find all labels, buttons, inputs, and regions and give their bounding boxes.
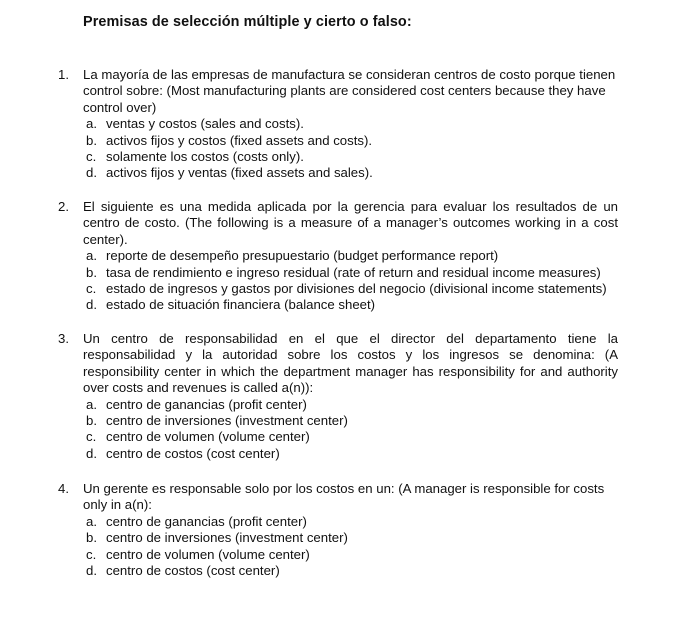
option-text: estado de situación financiera (balance sheet) <box>106 297 376 313</box>
option-letter: c. <box>86 281 97 297</box>
option-b <box>86 413 618 429</box>
option-letter: c. <box>86 429 97 445</box>
question-text: Un gerente es responsable solo por los costos en un: (A manager is responsible for costs only in a(n): <box>83 481 605 513</box>
option-letter: b. <box>86 264 97 280</box>
option-text: centro de volumen (volume center) <box>106 429 310 445</box>
question-number: 1. <box>58 67 69 82</box>
option-text: activos fijos y ventas (fixed assets and sales). <box>106 165 373 181</box>
options-list <box>58 397 618 463</box>
option-text: centro de ganancias (profit center) <box>106 513 307 529</box>
option-d <box>86 297 618 313</box>
option-text: ventas y costos (sales and costs). <box>106 116 304 132</box>
option-a <box>86 397 618 413</box>
option-letter: a. <box>86 513 97 529</box>
option-text: tasa de rendimiento e ingreso residual (rate of return and residual income measures) <box>106 264 601 280</box>
option-text: reporte de desempeño presupuestario (budget performance report) <box>106 248 499 264</box>
option-b <box>86 530 618 546</box>
option-a <box>86 514 618 530</box>
option-c <box>86 429 618 445</box>
option-b <box>86 133 618 149</box>
option-a <box>86 116 618 132</box>
option-letter: d. <box>86 165 97 181</box>
option-text: centro de volumen (volume center) <box>106 546 310 562</box>
question-text: Un centro de responsabilidad en el que el director del departamento tiene la responsabilidad y la autoridad sobre los costos y los ingresos se denomina: (A responsibility center in which the department manager has responsibility for and authority over costs and revenues is called a(n)): <box>83 331 618 396</box>
option-text: centro de inversiones (investment center) <box>106 413 348 429</box>
option-d <box>86 165 618 181</box>
option-c <box>86 281 618 297</box>
option-letter: c. <box>86 546 97 562</box>
option-text: centro de costos (cost center) <box>106 445 280 461</box>
question-4 <box>58 481 618 579</box>
question-1 <box>58 67 618 182</box>
option-text: centro de inversiones (investment center) <box>106 530 348 546</box>
options-list <box>58 514 618 580</box>
question-3 <box>58 331 618 462</box>
option-c <box>86 149 618 165</box>
option-text: activos fijos y costos (fixed assets and costs). <box>106 132 373 148</box>
option-letter: a. <box>86 396 97 412</box>
question-text: La mayoría de las empresas de manufactura se consideran centros de costo porque tienen control sobre: (Most manufacturing plants are considered cost centers because they have control over) <box>83 67 616 115</box>
option-c <box>86 547 618 563</box>
question-text: El siguiente es una medida aplicada por la gerencia para evaluar los resultados de un centro de costo. (The following is a measure of a manager’s outcomes working in a cost center). <box>83 199 618 247</box>
option-text: centro de ganancias (profit center) <box>106 396 307 412</box>
question-number: 2. <box>58 199 69 214</box>
option-letter: a. <box>86 116 97 132</box>
option-a <box>86 248 618 264</box>
option-letter: b. <box>86 413 97 429</box>
page-title: Premisas de selección múltiple y cierto o falso: <box>83 14 412 30</box>
option-text: solamente los costos (costs only). <box>106 149 304 165</box>
option-d <box>86 563 618 579</box>
option-letter: b. <box>86 132 97 148</box>
option-letter: b. <box>86 530 97 546</box>
option-letter: c. <box>86 149 97 165</box>
question-number: 4. <box>58 481 69 496</box>
option-text: centro de costos (cost center) <box>106 563 280 579</box>
option-letter: d. <box>86 563 97 579</box>
options-list <box>58 248 618 314</box>
option-text: estado de ingresos y gastos por divisiones del negocio (divisional income statements) <box>106 281 607 297</box>
option-letter: a. <box>86 248 97 264</box>
option-letter: d. <box>86 297 97 313</box>
option-letter: d. <box>86 445 97 461</box>
question-number: 3. <box>58 331 69 346</box>
options-list <box>58 116 618 182</box>
question-2 <box>58 199 618 314</box>
option-b <box>86 265 618 281</box>
option-d <box>86 446 618 462</box>
